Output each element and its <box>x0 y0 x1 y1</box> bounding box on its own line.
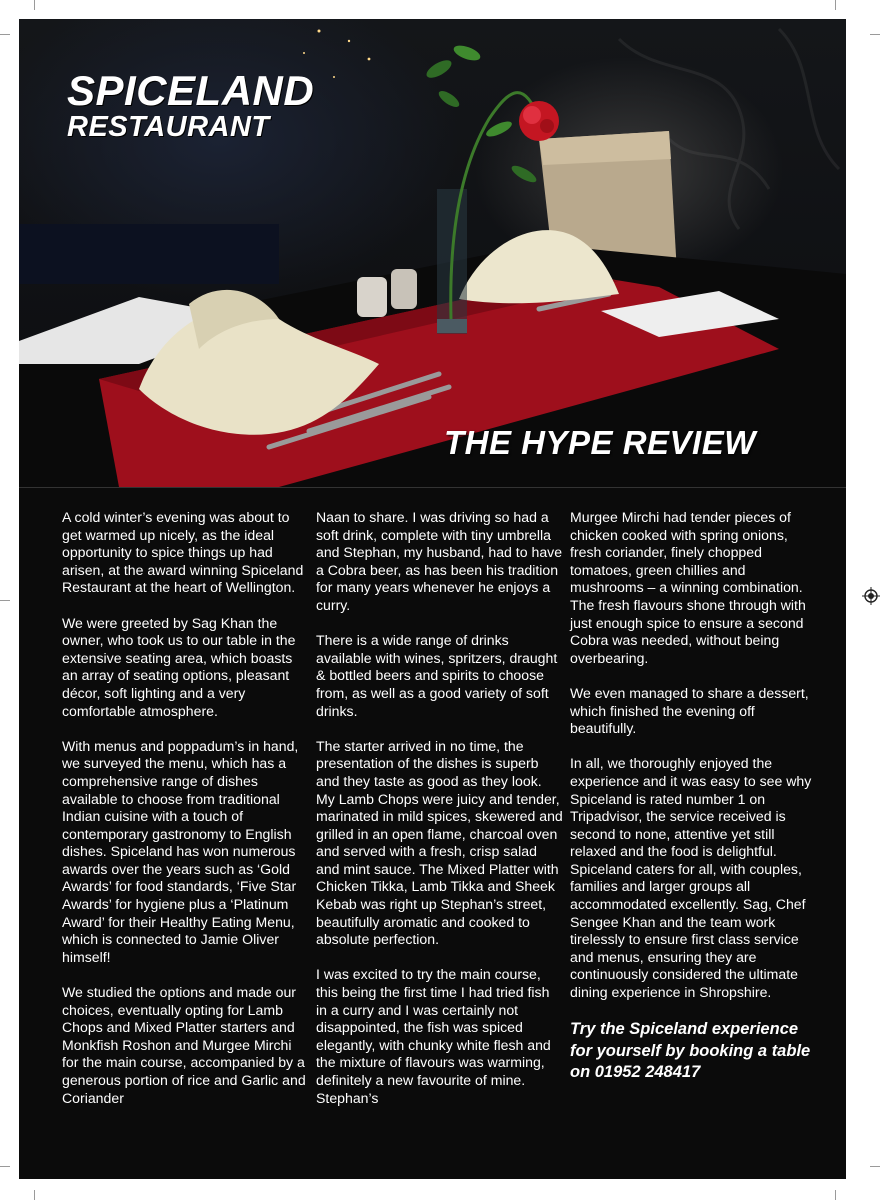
restaurant-name-title: SPICELAND <box>67 67 315 114</box>
article-paragraph: In all, we thoroughly enjoyed the experience and it was easy to see why Spiceland is rated number 1 on Tripadvisor, the service received is second to none, attentive yet still relaxed and the food is delightful. Spiceland caters for all, with couples, families and larger groups all accommodated excellently. Sag, Chef Sengee Khan and the team work tirelessly to ensure first class service and menus, ensuring they are continuously considered the ultimate dining experience in Shropshire. <box>570 755 812 1001</box>
article-paragraph: Naan to share. I was driving so had a soft drink, complete with tiny umbrella and Stephan, my husband, had to have a Cobra beer, as has been his tradition for many years whenever he enjoys a curry. <box>316 509 563 613</box>
section-divider <box>19 487 846 488</box>
article-paragraph: With menus and poppadum’s in hand, we surveyed the menu, which has a comprehensive range of dishes available to choose from traditional Indian cuisine with a touch of contemporary gastronomy to English dishes. Spiceland has won numerous awards over the years such as ‘Gold Awards’ for food standards, ‘Five Star Awards’ for hygiene plus a ‘Platinum Award’ for their Healthy Eating Menu, which is connected to Jamie Oliver himself! <box>62 737 299 965</box>
magazine-page <box>19 19 846 1179</box>
article-paragraph: There is a wide range of drinks available with wines, spritzers, draught & bottled beers and spirits to choose from, as well as a good variety of soft drinks. <box>316 632 558 719</box>
crop-mark <box>835 0 836 10</box>
article-column-3 <box>570 509 818 1084</box>
crop-mark <box>870 1166 880 1167</box>
article-paragraph: The starter arrived in no time, the presentation of the dishes is superb and they taste as good as they look. My Lamb Chops were juicy and tender, marinated in mild spices, skewered and grilled in an open flame, charcoal oven and served with a fresh, crisp salad and mint sauce. The Mixed Platter with Chicken Tikka, Lamb Tikka and Sheek Kebab was right up Stephan’s street, beautifully aromatic and cooked to absolute perfection. <box>316 737 563 948</box>
crop-mark <box>870 34 880 35</box>
article-paragraph: I was excited to try the main course, this being the first time I had tried fish in a curry and I was certainly not disappointed, the fish was spiced elegantly, with chunky white flesh and the mixture of flavours was warming, definitely a new favourite of mine. Stephan’s <box>316 966 551 1106</box>
article-paragraph: We studied the options and made our choices, eventually opting for Lamb Chops and Mixed Platter starters and Monkfish Roshon and Murgee Mirchi for the main course, accompanied by a generous portion of rice and Garlic and Coriander <box>62 984 306 1106</box>
article-paragraph: We even managed to share a dessert, which finished the evening off beautifully. <box>570 684 809 737</box>
registration-mark-icon <box>862 587 880 605</box>
crop-mark <box>0 1166 10 1167</box>
article-paragraph: Murgee Mirchi had tender pieces of chicken cooked with spring onions, fresh coriander, finely chopped tomatoes, green chillies and mushrooms – a winning combination. The fresh flavours shone through with just enough spice to ensure a second Cobra was needed, without being overbearing. <box>570 509 806 666</box>
booking-call-to-action: Try the Spiceland experience for yourself by booking a table on 01952 248417 <box>570 1020 811 1082</box>
article-paragraph: We were greeted by Sag Khan the owner, who took us to our table in the extensive seating area, which boasts an array of seating options, pleasant décor, soft lighting and a very comfortable atmosphere. <box>62 614 296 719</box>
crop-mark <box>0 34 10 35</box>
restaurant-subtitle: RESTAURANT <box>67 111 270 143</box>
article-column-1 <box>62 509 310 1125</box>
crop-mark <box>34 1190 35 1200</box>
hero-photo <box>19 19 846 487</box>
article-paragraph: A cold winter’s evening was about to get warmed up nicely, as the ideal opportunity to spice things up had arisen, at the award winning Spiceland Restaurant at the heart of Wellington. <box>62 509 304 596</box>
review-caption: THE HYPE REVIEW <box>444 424 756 461</box>
crop-mark <box>835 1190 836 1200</box>
crop-mark <box>34 0 35 10</box>
rose-icon <box>519 101 559 141</box>
article-column-2 <box>316 509 564 1125</box>
crop-mark <box>0 600 10 601</box>
